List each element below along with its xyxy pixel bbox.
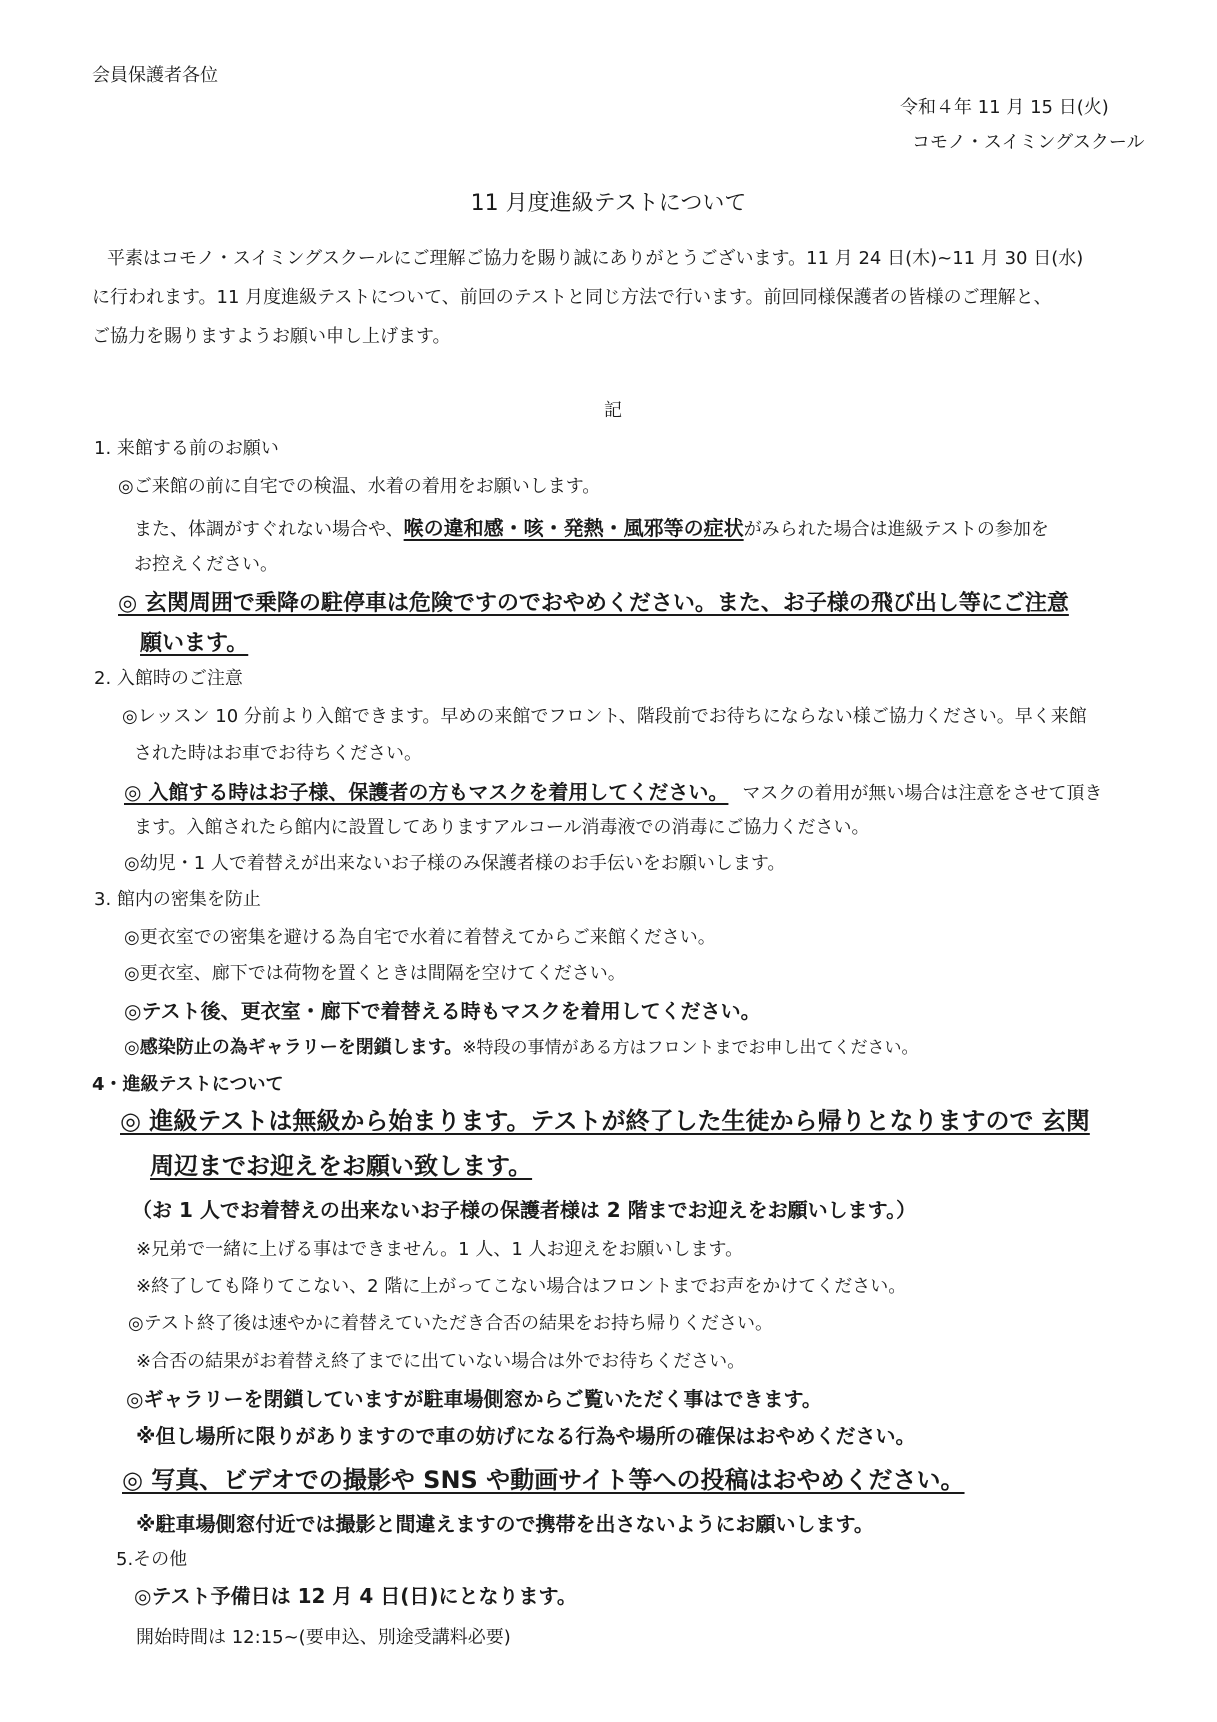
intro-line-3: ご協力を賜りますようお願い申し上げます。 <box>92 326 451 347</box>
addressee: 会員保護者各位 <box>92 65 218 86</box>
sender: コモノ・スイミングスクール <box>912 132 1145 153</box>
gallery-viewing-item: ◎ギャラリーを閉鎖していますが駐車場側窓からご覧いただく事はできます。 <box>126 1387 822 1411</box>
pickup-paren-note: （お 1 人でお着替えの出来ないお子様の保護者様は 2 階までお迎えをお願いします。） <box>132 1198 917 1222</box>
pickup-notice-line-1: ◎ 進級テストは無級から始まります。テストが終了した生徒から帰りとなりますので 玄関 <box>120 1107 1090 1135</box>
section-1-item-3: お控えください。 <box>134 554 278 575</box>
section-3-item-1: ◎更衣室での密集を避ける為自宅で水着に着替えてからご来館ください。 <box>124 927 716 948</box>
section-1-item-2 <box>134 514 1049 542</box>
section-1-heading: 1. 来館する前のお願い <box>94 438 279 459</box>
section-2-heading: 2. 入館時のご注意 <box>94 668 243 689</box>
pickup-notice-line-2: 周辺までお迎えをお願い致します。 <box>150 1152 533 1180</box>
sibling-note: ※兄弟で一緒に上げる事はできません。1 人、1 人お迎えをお願いします。 <box>136 1239 744 1260</box>
section-3-heading: 3. 館内の密集を防止 <box>94 889 261 910</box>
symptoms-highlight: 喉の違和感・咳・発熱・風邪等の症状 <box>403 516 744 540</box>
section-3-item-2: ◎更衣室、廊下では荷物を置くときは間隔を空けてください。 <box>124 963 626 984</box>
section-5-heading: 5.その他 <box>116 1549 188 1570</box>
section-3-item-3: ◎テスト後、更衣室・廊下で着替える時もマスクを着用してください。 <box>124 999 761 1023</box>
gallery-closed-notice: ◎感染防止の為ギャラリーを閉鎖します。 <box>124 1037 463 1058</box>
section-1-item-1: ◎ご来館の前に自宅での検温、水着の着用をお願いします。 <box>118 476 601 497</box>
section-2-item-1b: された時はお車でお待ちください。 <box>134 743 422 764</box>
not-returned-note: ※終了しても降りてこない、2 階に上がってこない場合はフロントまでお声をかけてください。 <box>136 1276 907 1297</box>
intro-line-1: 平素はコモノ・スイミングスクールにご理解ご協力を賜り誠にありがとうございます。11 月 24 日(木)~11 月 30 日(水) <box>107 248 1084 269</box>
entrance-warning-line-1: ◎ 玄関周囲で乗降の駐停車は危険ですのでおやめください。また、お子様の飛び出し等にご注意 <box>118 591 1069 616</box>
page-title: 11 月度進級テストについて <box>470 191 747 216</box>
section-1-item-2-pre: また、体調がすぐれない場合や、 <box>134 519 404 540</box>
ki-mark: 記 <box>604 400 622 421</box>
result-wait-note: ※合否の結果がお着替え終了までに出ていない場合は外でお待ちください。 <box>136 1351 746 1372</box>
section-3-item-4 <box>124 1036 919 1060</box>
reserve-day-item: ◎テスト予備日は 12 月 4 日(日)にとなります。 <box>134 1584 577 1608</box>
entrance-warning-line-2: 願います。 <box>140 631 249 656</box>
gallery-closed-note: ※特段の事情がある方はフロントまでお申し出てください。 <box>462 1038 919 1058</box>
section-2-mask-line-2: ます。入館されたら館内に設置してありますアルコール消毒液での消毒にご協力ください。 <box>134 817 870 838</box>
section-2-mask-line <box>124 778 1102 806</box>
mask-required-highlight: ◎ 入館する時はお子様、保護者の方もマスクを着用してください。 <box>124 780 729 804</box>
photo-prohibition: ◎ 写真、ビデオでの撮影や SNS や動画サイト等への投稿はおやめください。 <box>122 1466 965 1494</box>
section-4-heading: 4・進級テストについて <box>92 1074 284 1095</box>
mask-note: マスクの着用が無い場合は注意をさせて頂き <box>742 783 1103 804</box>
phone-note: ※駐車場側窓付近では撮影と間違えますので携帯を出さないようにお願いします。 <box>136 1512 874 1536</box>
result-pickup-item: ◎テスト終了後は速やかに着替えていただき合否の結果をお持ち帰りください。 <box>128 1313 773 1334</box>
section-2-item-1a: ◎レッスン 10 分前より入館できます。早めの来館でフロント、階段前でお待ちにならない様ご協力ください。早く来館 <box>122 706 1087 727</box>
gallery-viewing-note: ※但し場所に限りがありますので車の妨げになる行為や場所の確保はおやめください。 <box>136 1424 916 1448</box>
section-1-item-2-post: がみられた場合は進級テストの参加を <box>743 519 1049 540</box>
section-2-item-3: ◎幼児・1 人で着替えが出来ないお子様のみ保護者様のお手伝いをお願いします。 <box>124 853 786 874</box>
issue-date: 令和４年 11 月 15 日(火) <box>900 97 1109 118</box>
intro-line-2: に行われます。11 月度進級テストについて、前回のテストと同じ方法で行います。前回同様保護者の皆様のご理解と、 <box>92 287 1052 308</box>
start-time-item: 開始時間は 12:15~(要申込、別途受講料必要) <box>136 1627 511 1648</box>
